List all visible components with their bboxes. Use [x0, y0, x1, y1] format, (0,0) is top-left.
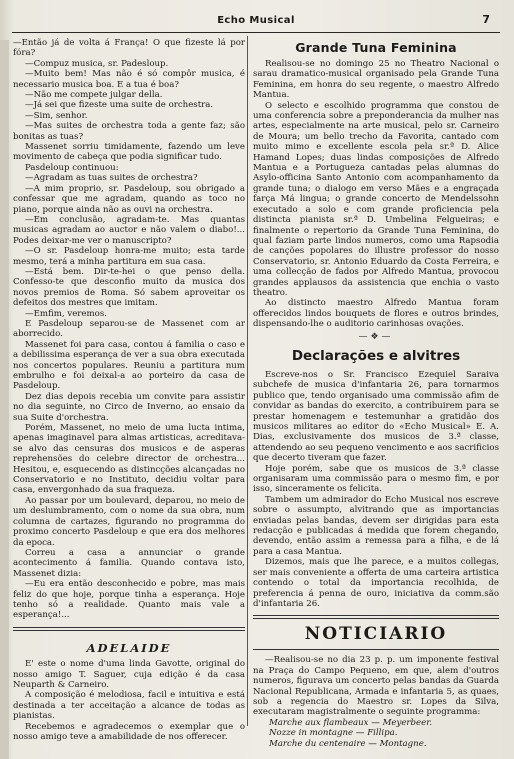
paragraph: Correu a casa a annunciar o grande acontecimento á familia. Quando contava isto, Massenet dizia: [13, 547, 245, 579]
programme-item: Marche aux flambeaux — Meyerbeer. [269, 717, 433, 728]
paragraph: —A mim proprio, sr. Pasdeloup, sou obrigado a confessar que me agradam, quando as toco no piano, porque ainda não as ouvi na orchestra. [13, 183, 245, 215]
paragraph: —Sim, senhor. [25, 110, 88, 121]
page-number: 7 [482, 13, 490, 26]
paragraph: E' este o nome d'uma linda Gavotte, original do nosso amigo T. Saguer, cuja edição é da casa Neuparth & Carneiro. [13, 659, 245, 690]
right-column [253, 38, 499, 749]
paragraph: Dizemos, mais que lhe parece, e a muitos collegas, ser mais conveniente a offerta de uma carteira artistica contendo o total da importancia recolhida, de preferencia á penna de ouro, iniciativa da comm.são d'infantaria 26. [253, 557, 499, 609]
declaracoes-heading: Declarações e alvitres [291, 347, 461, 364]
paragraph: —Compuz musica, sr. Padesloup. [25, 58, 169, 69]
paragraph: Recebemos e agradecemos o exemplar que o nosso amigo teve a amabilidade de nos offerecer. [13, 721, 245, 742]
binding-gutter [0, 40, 9, 759]
paragraph: Porém, Massenet, no meio de uma lucta intima, apenas imaginavel para almas artisticas, acreditava-se alvo das censuras dos musicos e de asperas reprehensões do celebre director de orchestra... Hesitou, e, esquecendo as distincções alcançadas no Conservatorio e no Instituto, decidiu voltar para casa, envergonhado da sua fraqueza. [13, 423, 245, 496]
ornament-divider: —❖— [358, 331, 394, 342]
paragraph: Tambem um admirador do Echo Musical nos escreve sobre o assumpto, alvitrando que as importancias enviadas pelas bandas, devem ser dirigidas para esta redacção e publicadas á medida que forem chegando, devendo, então assim a remessa para a filha, e de lá para a casa Mantua. [253, 494, 499, 557]
paragraph: —Eu era então desconhecido e pobre, mas mais feliz do que hoje, porque tinha a esperança. Hoje tenho só a realidade. Quanto mais vale a esperança!... [13, 579, 245, 621]
publication-title: Echo Musical [217, 15, 295, 26]
paragraph: Pasdeloup continuou: [25, 162, 119, 173]
paragraph: Massenet sorriu timidamente, fazendo um leve movimento de cabeça que podia significar tudo. [13, 142, 245, 163]
paragraph: —Já sei que fizeste uma suite de orchestra. [25, 100, 214, 111]
paragraph: —Agradam as tuas suites de orchestra? [25, 173, 198, 184]
paragraph: —Muito bem! Mas não é só compôr musica, é necessario musica boa. E a tua é boa? [13, 69, 245, 90]
adelaide-heading: ADELAIDE [86, 640, 172, 655]
paragraph: —Então já de volta á França! O que fizeste lá por fóra? [13, 38, 245, 59]
paragraph: —Em conclusão, agradam-te. Mas quantas musicas agradam ao auctor e não valem o diabo!... Podes deixar-me ver o manuscripto? [13, 214, 245, 246]
paragraph: Ao distincto maestro Alfredo Mantua foram offerecidos lindos bouquets de flores e outros brindes, dispensando-lhe o auditorio carinhosas ovações. [253, 298, 499, 330]
paragraph: —Realisou-se no dia 23 p. p. um imponente festival na Praça do Campo Pequeno, em que, alem d'outros numeros, figurava um concerto pelas bandas da Guarda Nacional Republicana, Armada e infantaria 5, as quaes, sob a regencia do Maestro sr. Lopes da Silva, executaram magistralmente o seguinte programma: [253, 655, 499, 718]
paragraph: O selecto e escolhido programma que constou de uma conferencia sobre a preponderancia da mulher nas artes, especialmente na arte musical, pelo sr. Carneiro de Moura; um bello trecho da Favorita, cantado com muito mimo e excellente escola pela sr.ª D. Alice Hamand Lopes; duas lindas composições de Alfredo Mantua e a Portugueza cantadas pelas alumnas do Asylo-officina Santo Antonio com acompanhamento da grande tuna; o dialogo em verso Mães e a engraçada farça Má lingua; o grande concerto de Mendelssohn executado a solo e com grande proficiencia pela distincta pianista sr.ª D. Umbelina Felgueiras; e finalmente o repertorio da Grande Tuna Feminina, do qual faziam parte lindos numeros, como uma Rapsodia de canções popolares do illustre professor do nosso Conservatorio, sr. Antonio Eduardo da Costa Ferreira, e uma collecção de fados por Alfredo Mantua, provocou grandes applausos da assistencia que enchia o vasto theatro. [253, 100, 499, 298]
left-column [13, 38, 245, 742]
paragraph: Escreve-nos o Sr. Francisco Ezequiel Saraiva subchefe de musica d'infantaria 26, para tornarmos publico que, tendo organisado uma commissão afim de convidar as bandas do exercito, a contribuirem para se prestar homenagem e testemunhar a gratidão dos musicos militares ao editor do «Echo Musical» E. A. Dias, exclusivamente dos musicos de 3.ª classe, attendendo ao seu pequeno vencimento e aos sacrificios que decerto tiveram que fazer. [253, 369, 499, 464]
paragraph: Hoje porém, sabe que os musicos de 3.ª classe organisaram uma commissão para o mesmo fim, e por isso, sinceramente os felicita. [253, 463, 499, 495]
paragraph: Ao passar por um boulevard, deparou, no meio de um deslumbramento, com o nome da sua obra, num columna de cartazes, figurando no programma do proximo concerto Pasdeloup e que era dos melhores da epoca. [13, 495, 245, 548]
paragraph: —Mas suites de orchestra toda a gente faz; são bonitas as tuas? [13, 121, 245, 142]
paragraph: A composição é melodiosa, facil e intuitiva e está destinada a ter acceitação a alcance de todas as pianistas. [13, 690, 245, 722]
tuna-heading: Grande Tuna Feminina [295, 40, 457, 55]
paragraph: Realisou-se no domingo 25 no Theatro Nacional o sarau dramatico-musical organisado pela Grande Tuna Feminina, em honra do seu regente, o maestro Alfredo Mantua. [253, 59, 499, 101]
column-divider [247, 36, 248, 726]
noticiario-heading: NOTICIARIO [304, 624, 448, 645]
paragraph: —Emfim, veremos. [25, 308, 107, 319]
heading-underline [253, 649, 499, 650]
paragraph: E Pasdeloup separou-se de Massenet com ar aborrecido. [13, 318, 245, 340]
paragraph: —Está bem. Dir-te-hei o que penso della. Confesso-te que desconfio muito da musica dos novos premios de Roma. Só sabem aproveitar os defeitos dos mestres que imitam. [13, 266, 245, 309]
section-divider [253, 615, 499, 619]
paragraph: Massenet foi para casa, contou á familia o caso e a debilissima esperança de ver a sua obra executada nos concertos populares. Reuniu a partitura num embrulho e foi deixal-a ao porteiro da casa de Pasdeloup. [13, 339, 245, 392]
programme-list [253, 718, 499, 749]
programme-item: Nozze in montagne — Fillipa. [269, 728, 398, 739]
paragraph: —Não me compete julgar della. [25, 90, 163, 101]
section-divider [13, 627, 245, 631]
page-header [12, 14, 500, 33]
paragraph: —O sr. Pasdeloup honra-me muito; esta tarde mesmo, terá a minha partitura em sua casa. [13, 246, 245, 267]
paragraph: Dez dias depois recebia um convite para assistir no dia seguinte, no Circo de Inverno, ao ensaio da sua Suite d'orchestra. [13, 391, 245, 423]
programme-item: Marche du centenaire — Montagne. [269, 738, 427, 749]
